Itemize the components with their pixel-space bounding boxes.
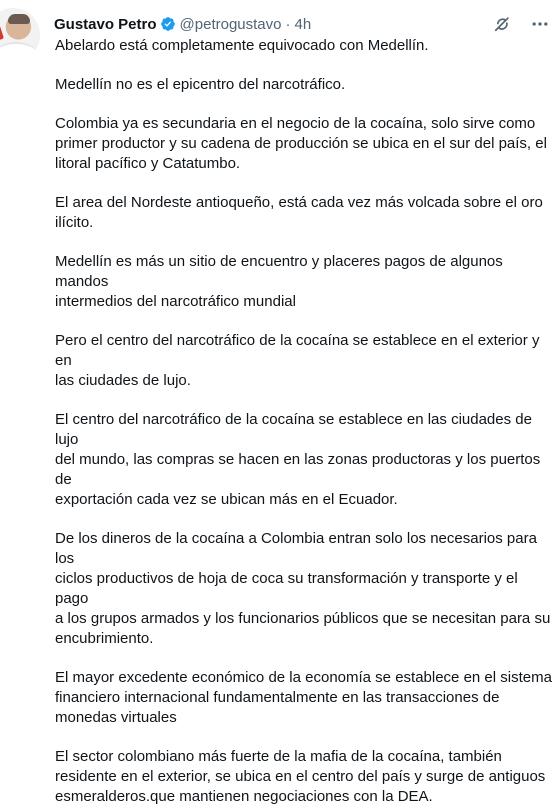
author-avatar[interactable] <box>0 8 40 62</box>
tweet-paragraph: De los dineros de la cocaína a Colombia entran solo los necesarios para los ciclos productivos de hoja de coca su transformación y transporte y el pago a los grupos armados y los funcionarios públicos que se necesitan para su encubrimiento. <box>55 530 551 647</box>
avatar-accent <box>0 25 4 41</box>
tweet-paragraph: Pero el centro del narcotráfico de la cocaína se establece en el exterior y en las ciudades de lujo. <box>55 332 540 389</box>
tweet-header <box>54 14 311 34</box>
tweet-paragraph: El mayor excedente económico de la economía se establece en el sistema financiero internacional fundamentalmente en las transacciones de monedas virtuales <box>55 669 552 726</box>
paragraph-spacer <box>55 649 555 668</box>
verified-badge-icon <box>160 16 176 32</box>
paragraph-spacer <box>55 391 555 410</box>
paragraph-spacer <box>55 510 555 529</box>
more-icon[interactable] <box>530 14 550 34</box>
separator-dot: · <box>285 15 291 33</box>
tweet-paragraph: El area del Nordeste antioqueño, está cada vez más volcada sobre el oro ilícito. <box>55 194 543 231</box>
author-name[interactable]: Gustavo Petro <box>54 15 157 33</box>
tweet-actions <box>492 14 550 34</box>
paragraph-spacer <box>55 56 555 75</box>
tweet-paragraph: Medellín no es el epicentro del narcotráfico. <box>55 76 346 93</box>
grok-icon[interactable] <box>492 14 512 34</box>
tweet-paragraph: Abelardo está completamente equivocado con Medellín. <box>55 37 429 54</box>
tweet-text <box>55 36 555 807</box>
tweet-paragraph: El centro del narcotráfico de la cocaína se establece en las ciudades de lujo del mundo, las compras se hacen en las zonas productoras y los puertos de exportación cada vez se ubican más en el Ecuador. <box>55 411 541 508</box>
avatar-hair <box>8 14 30 24</box>
paragraph-spacer <box>55 233 555 252</box>
tweet-timestamp[interactable]: 4h <box>294 15 312 33</box>
tweet-paragraph: Medellín es más un sitio de encuentro y placeres pagos de algunos mandos intermedios del narcotráfico mundial <box>55 253 503 310</box>
avatar-shirt <box>0 42 38 62</box>
paragraph-spacer <box>55 728 555 747</box>
tweet-paragraph: El sector colombiano más fuerte de la mafia de la cocaína, también residente en el exterior, se ubica en el centro del país y surge de antiguos esmeralderos.que mantienen negociaciones con la DEA. <box>55 748 546 805</box>
tweet-paragraph: Colombia ya es secundaria en el negocio de la cocaína, solo sirve como primer productor y su cadena de producción se ubica en el sur del país, el litoral pacífico y Catatumbo. <box>55 115 547 172</box>
paragraph-spacer <box>55 95 555 114</box>
author-handle[interactable]: @petrogustavo <box>179 15 282 33</box>
paragraph-spacer <box>55 312 555 331</box>
paragraph-spacer <box>55 174 555 193</box>
